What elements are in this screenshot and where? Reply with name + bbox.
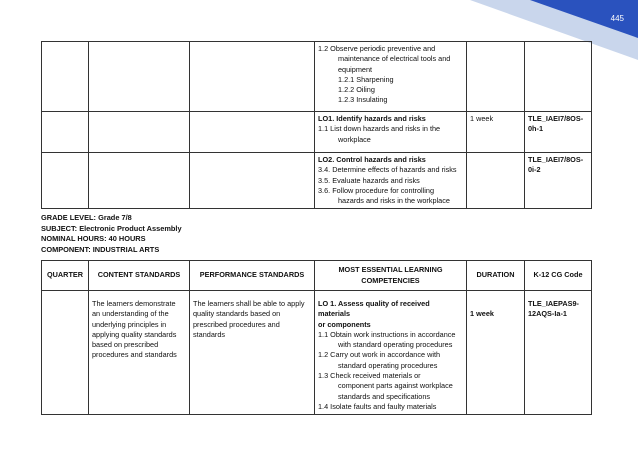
competency-cell: LO1. Identify hazards and risks 1.1 List down hazards and risks in the workplace (315, 112, 467, 153)
competency-cell: LO2. Control hazards and risks 3.4. Determine effects of hazards and risks 3.5. Evaluate hazards and risks 3.6. Follow procedure for controlling hazards and risks in the workplace (315, 153, 467, 209)
header-duration: DURATION (467, 261, 525, 291)
duration-cell: 1 week (467, 291, 525, 415)
page-number: 445 (610, 14, 624, 23)
grade-level: GRADE LEVEL: Grade 7/8 (41, 213, 132, 222)
component: COMPONENT: INDUSTRIAL ARTS (41, 244, 160, 254)
code-cell: TLE_IAEI7/8OS-0i-2 (525, 153, 592, 209)
header-code: K-12 CG Code (525, 261, 592, 291)
melc-cell: LO 1. Assess quality of received materials or components 1.1 Obtain work instructions in accordance with standard operating procedures 1.2 Carry out work in accordance with standard operating procedures 1.3 Check received materials or component parts against workplace standards and specifications 1.4 Isolate faults and faulty materials (315, 291, 467, 415)
table-row (42, 153, 592, 209)
nominal-hours: NOMINAL HOURS: 40 HOURS (41, 234, 146, 243)
table-row (42, 112, 592, 153)
duration-cell: 1 week (467, 112, 525, 153)
subject: SUBJECT: Electronic Product Assembly (41, 223, 182, 233)
code-cell: TLE_IAEI7/8OS-0h-1 (525, 112, 592, 153)
table-header-row (42, 261, 592, 291)
competency-cell: 1.2 Observe periodic preventive and maintenance of electrical tools and equipment 1.2.1 Sharpening 1.2.2 Oiling 1.2.3 Insulating (315, 42, 467, 112)
table-row (42, 42, 592, 112)
header-performance-standards: PERFORMANCE STANDARDS (190, 261, 315, 291)
code-cell: TLE_IAEPAS9- 12AQS-Ia-1 (525, 291, 592, 415)
header-melc: MOST ESSENTIAL LEARNING COMPETENCIES (315, 261, 467, 291)
content-standards-cell: The learners demonstrate an understanding of the underlying principles in applying quality standards based on prescribed procedures and standards (89, 291, 190, 415)
table-row (42, 291, 592, 415)
quarter-cell (42, 291, 89, 415)
header-quarter: QUARTER (42, 261, 89, 291)
top-competency-table (41, 41, 592, 209)
curriculum-table (41, 260, 592, 415)
header-content-standards: CONTENT STANDARDS (89, 261, 190, 291)
performance-standards-cell: The learners shall be able to apply quality standards based on prescribed procedures and standards (190, 291, 315, 415)
